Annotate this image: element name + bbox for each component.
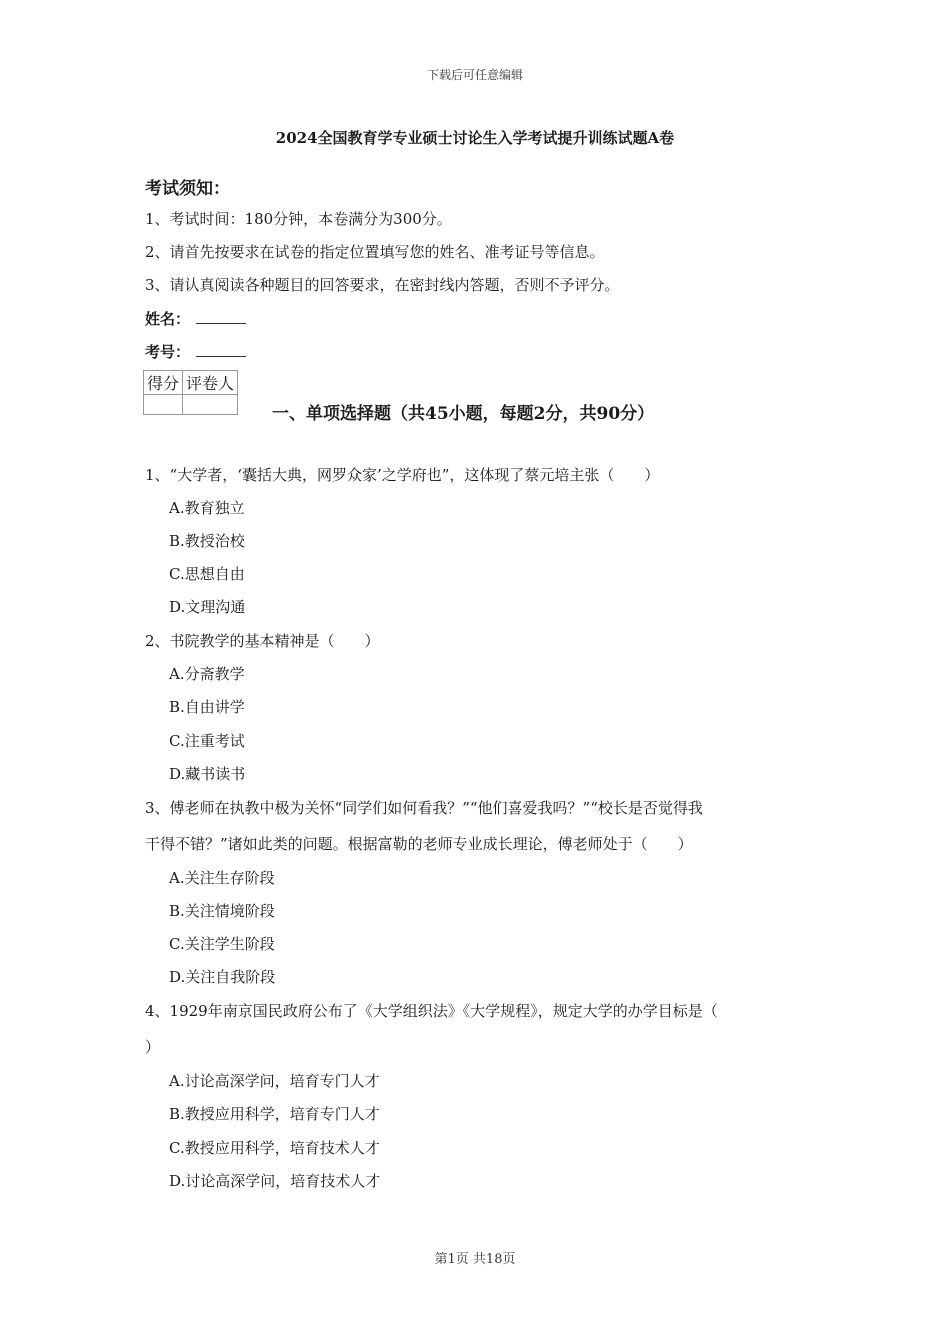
question-stem: 3、傅老师在执教中极为关怀“同学们如何看我？”“他们喜爱我吗？”“校长是否觉得我 <box>145 799 703 817</box>
option: D.藏书读书 <box>169 765 246 783</box>
option: C.教授应用科学，培育技术人才 <box>169 1139 380 1157</box>
option: B.自由讲学 <box>169 698 245 716</box>
grader-header: 评卷人 <box>183 371 238 395</box>
option: A.教育独立 <box>169 499 245 517</box>
question-stem: 4、1929年南京国民政府公布了《大学组织法》《大学规程》，规定大学的办学目标是（ <box>145 1002 718 1020</box>
exam-title: 2024全国教育学专业硕士讨论生入学考试提升训练试题A卷 <box>275 129 675 147</box>
question-stem-cont: 干得不错？”诸如此类的问题。根据富勒的老师专业成长理论，傅老师处于（ ） <box>145 835 693 853</box>
notice-heading: 考试须知： <box>145 179 230 199</box>
score-cell <box>144 395 183 415</box>
option: B.教授治校 <box>169 532 245 550</box>
option: B.关注情境阶段 <box>169 902 275 920</box>
notice-item: 2、请首先按要求在试卷的指定位置填写您的姓名、准考证号等信息。 <box>145 243 605 261</box>
option: C.关注学生阶段 <box>169 935 275 953</box>
option: A.分斋教学 <box>169 665 245 683</box>
id-blank <box>196 342 246 357</box>
question-stem-cont: ） <box>145 1038 161 1056</box>
option: C.注重考试 <box>169 732 245 750</box>
option: D.关注自我阶段 <box>169 968 276 986</box>
notice-item: 3、请认真阅读各种题目的回答要求，在密封线内答题，否则不予评分。 <box>145 276 620 294</box>
name-blank <box>196 309 246 324</box>
question-stem: 2、书院教学的基本精神是（ ） <box>145 632 380 650</box>
id-field <box>145 341 246 362</box>
download-note: 下载后可任意编辑 <box>426 68 523 82</box>
question-stem: 1、“大学者，‘囊括大典，网罗众家’之学府也”，这体现了蔡元培主张（ ） <box>145 466 660 484</box>
option: D.讨论高深学问，培育技术人才 <box>169 1172 381 1190</box>
page-number: 第1页 共18页 <box>434 1252 516 1267</box>
option: B.教授应用科学，培育专门人才 <box>169 1105 380 1123</box>
option: A.讨论高深学问，培育专门人才 <box>169 1072 380 1090</box>
name-label: 姓名： <box>145 310 191 328</box>
score-table <box>143 370 238 415</box>
option: C.思想自由 <box>169 565 245 583</box>
option: A.关注生存阶段 <box>169 869 275 887</box>
grader-cell <box>183 395 238 415</box>
section-heading: 一、单项选择题（共45小题，每题2分，共90分） <box>272 404 655 424</box>
notice-item: 1、考试时间：180分钟，本卷满分为300分。 <box>145 210 452 228</box>
name-field <box>145 308 246 329</box>
id-label: 考号： <box>145 343 191 361</box>
score-header: 得分 <box>144 371 183 395</box>
option: D.文理沟通 <box>169 598 246 616</box>
